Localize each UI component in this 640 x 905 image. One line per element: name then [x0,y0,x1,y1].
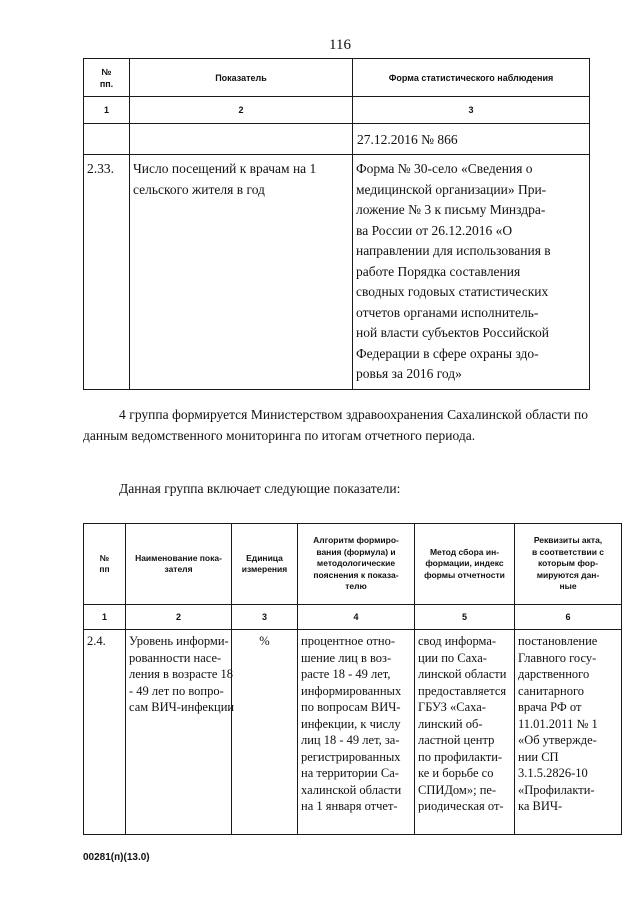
paragraph-indicators-intro: Данная группа включает следующие показатели: [119,481,401,496]
text-line: риодическая от- [418,799,504,813]
unit-value: % [232,630,298,835]
text-line: которым фор- [537,558,598,569]
text-line: предоставляется [418,683,507,698]
text-line: Алгоритм формиро- [313,535,399,546]
header-name [126,524,232,605]
text-line: Главного госу- [518,650,597,665]
algorithm-text [298,630,415,835]
text-line: ные [559,581,577,592]
text-line: по профилакти- [418,749,503,764]
text-line: «Об утвержде- [518,733,597,747]
method-text [415,630,515,835]
text-line: на 1 января отчет- [301,799,398,813]
text-line: в соответствии с [531,546,605,557]
text-line: Уровень информи- [129,634,229,648]
page-number: 116 [329,37,351,53]
text-line: халинской области [301,782,402,797]
paragraph-group-4: 4 группа формируется Министерством здравоохранения Сахалинской области по данным ведомственного мониторинга по итогам отчетного периода. [83,407,588,443]
index-cell: 4 [298,605,415,630]
text-line: ной власти субъектов Российской [356,325,550,340]
text-line: пояснения к показа- [313,569,399,580]
text-line: постановление [518,634,598,648]
text-line: Форма статистического наблюдения [388,72,554,83]
header-unit [232,524,298,605]
text-line: Число посещений к врачам на 1 [133,161,317,176]
text-line: Федерации в сфере охраны здо- [356,345,539,361]
text-line: ластной центр [418,733,495,747]
index-cell: 1 [84,97,130,124]
index-cell: 6 [515,605,622,630]
text-line: шение лиц в воз- [301,650,392,665]
text-line: врача РФ от [518,700,582,714]
text-line: методологические [316,558,396,569]
text-line: линский об- [418,716,483,731]
text-line: Показатель [215,72,267,83]
row-number: 2.4. [84,630,126,835]
indicator-name [130,155,353,390]
text-line: информированных [301,683,402,698]
text-line: линской области [418,667,507,681]
header-number [84,524,126,605]
text-line: дарственного [518,667,590,681]
header-form [353,59,590,97]
statistical-form [353,155,590,390]
text-line: мируются дан- [536,569,600,580]
text-line: формации, индекс [425,558,504,569]
text-line: санитарного [518,683,585,698]
header-indicator [130,59,353,97]
text-line: вания (формула) и [316,546,396,557]
index-cell: 3 [232,605,298,630]
text-line: лиц 18 - 49 лет, за- [301,733,400,747]
header-method [415,524,515,605]
text-line: ции по Саха- [418,650,487,665]
indicator-name [126,630,235,835]
text-line: сам ВИЧ-инфекции [129,700,235,714]
text-line: Метод сбора ин- [429,546,500,557]
text-line: рованности насе- [129,650,222,665]
text-line: расте 18 - 49 лет, [301,667,391,681]
text-line: пп [99,564,110,574]
index-cell: 2 [130,97,353,124]
text-line: медицинской организации» При- [356,181,547,197]
text-line: инфекции, к числу [301,716,401,731]
text-line: 3.1.5.2826-10 [518,766,588,780]
text-line: измерения [241,564,288,574]
text-line: № [99,552,110,563]
header-number [84,59,130,97]
text-line: работе Порядка составления [356,263,521,279]
text-line: регистрированных [301,749,401,764]
empty-cell [84,124,130,155]
text-line: на территории Са- [301,766,399,780]
text-line: № [101,66,112,77]
text-line: ровья за 2016 год» [356,366,462,381]
row-number: 2.33. [84,155,130,390]
text-line: Единица [246,552,283,563]
text-line: зателя [164,564,193,574]
text-line: Наименование пока- [135,552,222,563]
text-line: - 49 лет по вопро- [129,683,224,698]
text-line: ложение № 3 к письму Минздра- [356,202,546,217]
text-line: по вопросам ВИЧ- [301,700,401,714]
index-cell: 2 [126,605,232,630]
text-line: Реквизиты акта, [533,535,603,546]
text-line: ка ВИЧ- [518,799,563,813]
text-line: нии СП [518,749,559,764]
continuation-text: 27.12.2016 № 866 [353,124,590,155]
empty-cell [130,124,353,155]
document-code: 00281(п)(13.0) [83,852,150,863]
index-cell: 3 [353,97,590,124]
header-requisites [515,524,622,605]
text-line: процентное отно- [301,634,395,648]
text-line: ва России от 26.12.2016 «О [356,222,513,238]
requisites-text [515,630,622,835]
indicators-table-2 [83,523,622,835]
text-line: ГБУЗ «Саха- [418,700,486,714]
text-line: 11.01.2011 № 1 [518,716,598,731]
text-line: пп. [99,78,114,89]
text-line: отчетов органами исполнитель- [356,304,539,320]
text-line: ления в возрасте 18 [129,667,234,681]
text-line: свод информа- [418,634,497,648]
text-line: СПИДом»; пе- [418,782,497,797]
header-algorithm [298,524,415,605]
text-line: сельского жителя в год [133,181,265,197]
text-line: направлении для использования в [356,243,551,258]
indicators-table-1 [83,58,590,390]
text-line: формы отчетности [424,569,505,580]
index-cell: 5 [415,605,515,630]
index-cell: 1 [84,605,126,630]
text-line: ке и борьбе со [418,766,494,780]
text-line: «Профилакти- [518,782,595,797]
text-line: сводных годовых статистических [356,284,549,299]
text-line: Форма № 30-село «Сведения о [356,161,533,176]
text-line: телю [345,581,367,592]
